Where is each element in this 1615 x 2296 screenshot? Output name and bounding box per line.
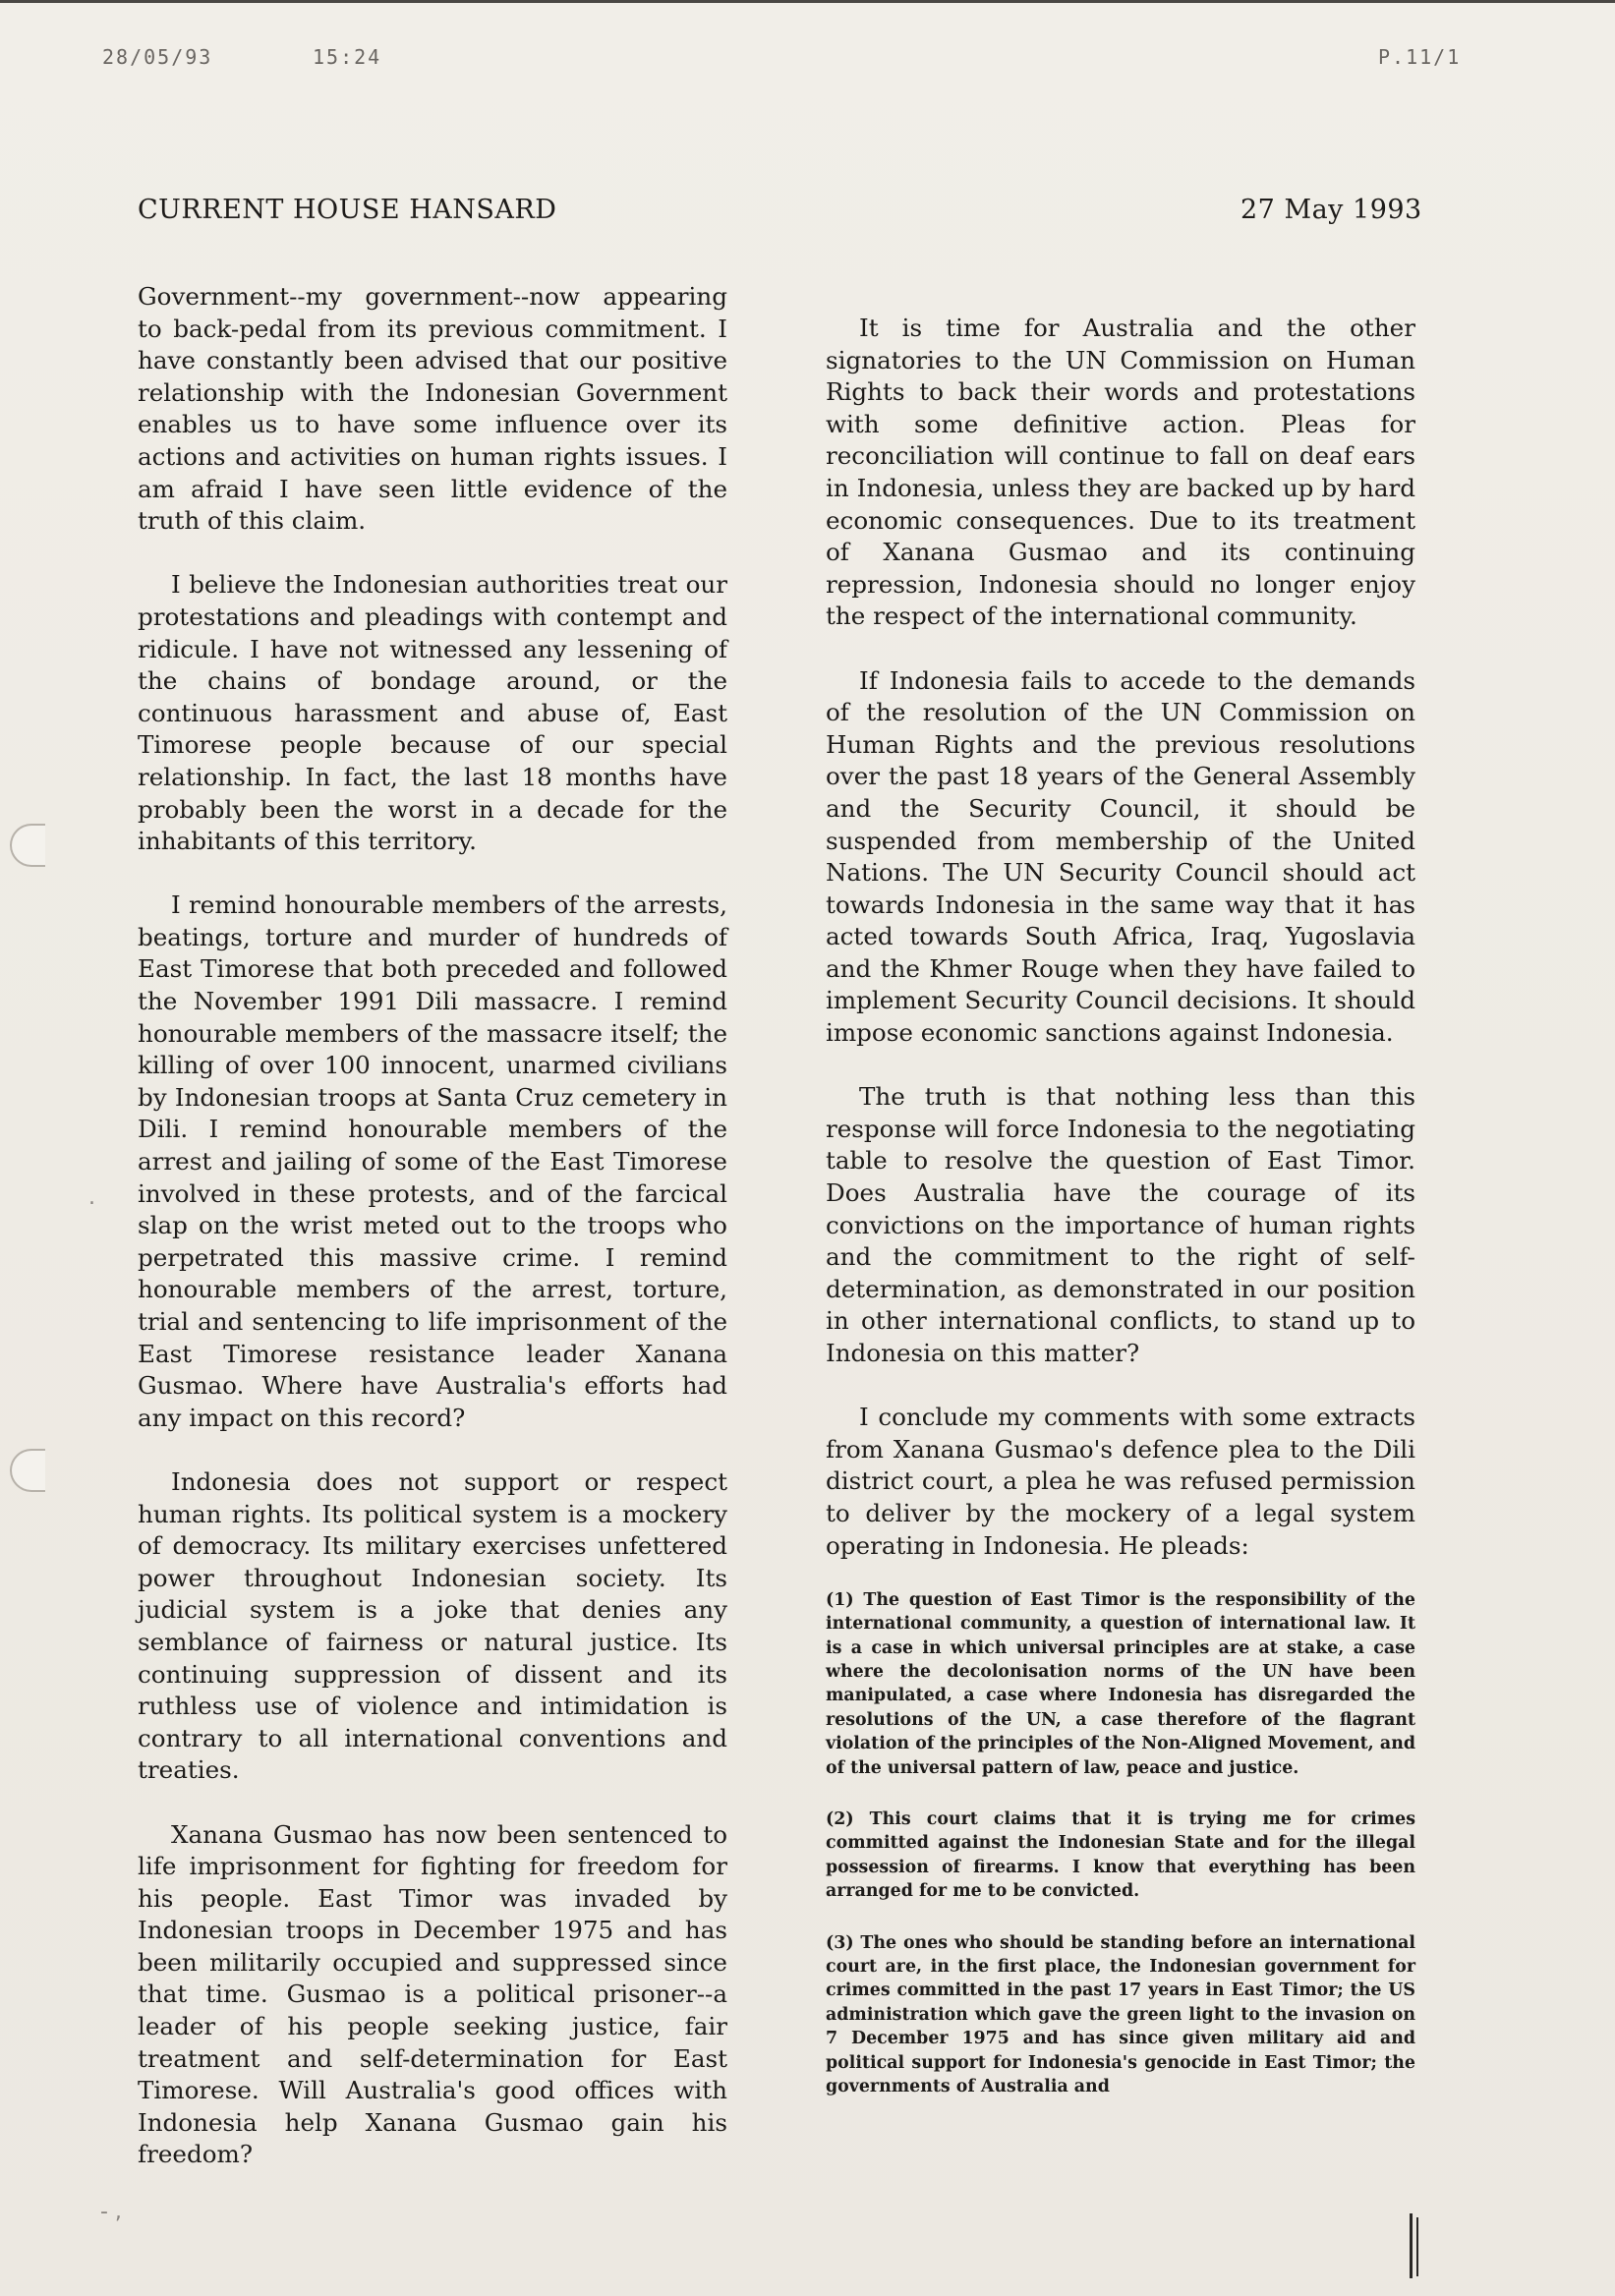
right-paragraph-3: The truth is that nothing less than this response will force Indonesia to the negotiating table to resolve the question of East Timor. Does Australia have the courage of its convictions on the importance of human rights and the commitment to the right of self-determination, as demonstrated in our position in other international conflicts, to stand up to Indonesia on this matter? xyxy=(826,1082,1415,1367)
left-paragraph-5: Xanana Gusmao has now been sentenced to life imprisonment for fighting for freedom for his people. East Timor was invaded by Indonesian troops in December 1975 and has been militarily occupied and suppressed since that time. Gusmao is a political prisoner--a leader of his people seeking justice, fair treatment and self-determination for East Timorese. Will Australia's good offices with Indonesia help Xanana Gusmao gain his freedom? xyxy=(138,1819,727,2169)
punch-hole xyxy=(10,824,45,867)
right-paragraph-1: It is time for Australia and the other signatories to the UN Commission on Human Rights to back their words and protestations with some definitive action. Pleas for reconciliation will continue to fall on deaf ears in Indonesia, unless they are backed up by hard economic consequences. Due to its treatment of Xanana Gusmao and its continuing repression, Indonesia should no longer enjoy the respect of the international community. xyxy=(826,314,1415,631)
right-paragraph-4: I conclude my comments with some extracts from Xanana Gusmao's defence plea to the Dili district court, a plea he was refused permission to deliver by the mockery of a legal system operating in Indonesia. He pleads: xyxy=(826,1403,1415,1560)
top-edge-rule xyxy=(0,0,1615,3)
quote-1: (1) The question of East Timor is the responsibility of the international community, a question of international law. It is a case in which universal principles are at stake, a case where the decolonisation norms of the UN have been manipulated, a case where Indonesia has disregarded the resolutions of the UN, a case therefore of the flagrant violation of the principles of the Non-Aligned Movement, and of the universal pattern of law, peace and justice. xyxy=(826,1589,1415,1778)
fax-page-stamp: P.11/1 xyxy=(1378,45,1462,69)
right-column xyxy=(826,313,1415,2126)
margin-bullet: . xyxy=(88,1185,95,1210)
left-paragraph-4: Indonesia does not support or respect human rights. Its political system is a mockery of democracy. Its military exercises unfettered power throughout Indonesian society. Its judicial system is a joke that denies any semblance of fairness or natural justice. Its continuing suppression of dissent and its ruthless use of violence and intimidation is contrary to all international conventions and treaties. xyxy=(138,1466,727,1785)
right-paragraph-2: If Indonesia fails to accede to the demands of the resolution of the UN Commission on Human Rights and the previous resolutions over the past 18 years of the General Assembly and the Security Council, it should be suspended from membership of the United Nations. The UN Security Council should act towards Indonesia in the same way that it has acted towards South Africa, Iraq, Yugoslavia and the Khmer Rouge when they have failed to implement Security Council decisions. It should impose economic sanctions against Indonesia. xyxy=(826,665,1415,1048)
margin-tick-mark xyxy=(1416,2217,1418,2276)
quote-2: (2) This court claims that it is trying me for crimes committed against the Indonesian State and for the illegal possession of firearms. I know that everything has been arranged for me to be convicted. xyxy=(826,1809,1415,1902)
fax-date-stamp: 28/05/93 xyxy=(102,45,213,69)
margin-tick-mark xyxy=(1410,2213,1413,2278)
punch-hole xyxy=(10,1449,45,1492)
left-paragraph-2: I believe the Indonesian authorities treat our protestations and pleadings with contempt and ridicule. I have not witnessed any lessening of the chains of bondage around, or the continuous harassment and abuse of, East Timorese people because of our special relationship. In fact, the last 18 months have probably been the worst in a decade for the inhabitants of this territory. xyxy=(138,570,727,856)
fax-time-stamp: 15:24 xyxy=(313,45,382,69)
left-paragraph-1: Government--my government--now appearing to back-pedal from its previous commitment. I have constantly been advised that our positive relationship with the Indonesian Government enables us to have some influence over its actions and activities on human rights issues. I am afraid I have seen little evidence of the truth of this claim. xyxy=(138,282,727,536)
quote-3: (3) The ones who should be standing before an international court are, in the first place, the Indonesian government for crimes committed in the past 17 years in East Timor; the US administration which gave the green light to the invasion on 7 December 1975 and has since given military aid and political support for Indonesia's genocide in East Timor; the governments of Australia and xyxy=(826,1932,1415,2097)
left-column xyxy=(138,281,727,2204)
running-head-title: CURRENT HOUSE HANSARD xyxy=(138,195,557,225)
stray-mark: - , xyxy=(100,2200,122,2224)
running-head-date: 27 May 1993 xyxy=(1240,195,1422,225)
left-paragraph-3: I remind honourable members of the arrests, beatings, torture and murder of hundreds of East Timorese that both preceded and followed the November 1991 Dili massacre. I remind honourable members of the massacre itself; the killing of over 100 innocent, unarmed civilians by Indonesian troops at Santa Cruz cemetery in Dili. I remind honourable members of the arrest and jailing of some of the East Timorese involved in these protests, and of the farcical slap on the wrist meted out to the troops who perpetrated this massive crime. I remind honourable members of the arrest, torture, trial and sentencing to life imprisonment of the East Timorese resistance leader Xanana Gusmao. Where have Australia's efforts had any impact on this record? xyxy=(138,890,727,1432)
